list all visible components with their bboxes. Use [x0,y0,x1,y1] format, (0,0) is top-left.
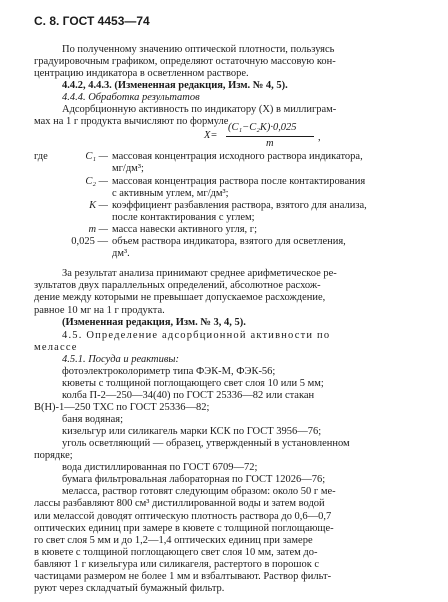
molasses-line-2: лассы разбавляют 800 см³ дистиллированной воды и затем водой [34,498,325,510]
para1-line-1: По полученному значению оптической плотности, пользуясь [62,43,335,55]
formula-denominator: m [266,138,274,150]
para1-line-3: центрацию индикатора в осветленном растворе. [34,67,249,79]
list-item: уголь осветляющий — образец, утвержденный в установленном [62,438,350,450]
amendment-note-2: (Измененная редакция, Изм. № 3, 4, 5). [62,316,246,328]
def-text-c2-line-1: массовая концентрация раствора после контактирования [112,175,366,187]
def-text-k-line-1: коэффициент разбавления раствора, взятого для анализа, [112,199,367,211]
list-item: фотоэлектроколориметр типа ФЭК-М, ФЭК-56; [62,365,276,377]
def-text-c2-line-2: с активным углем, мг/дм³; [112,187,229,199]
where-label: где [34,151,48,163]
list-item: бумага фильтровальная лабораторная по ГОСТ 12026—76; [62,474,326,486]
page-header: С. 8. ГОСТ 4453—74 [34,14,150,28]
list-item: вода дистиллированная по ГОСТ 6709—72; [62,462,258,474]
def-text-volume-line-1: объем раствора индикатора, взятого для осветления, [112,235,346,247]
result-line-3: дение между которыми не превышает допускаемое расхождение, [34,292,326,304]
def-symbol-c2: C₂ — [85,175,108,187]
def-text-m-line-1: масса навески активного угля, г; [112,223,257,235]
molasses-line-6: в кювете с толщиной поглощающего свет слоя 10 мм, затем до- [34,546,318,558]
list-item: колба П-2—250—34(40) по ГОСТ 25336—82 или стакан [62,389,315,401]
molasses-line-3: или мелассой доводят оптическую плотность раствора до 0,6—0,7 [34,510,332,522]
section-4-5-heading-line-1: 4.5. Определение адсорбционной активности по [62,329,331,341]
def-text-volume-line-2: дм³. [112,247,130,259]
section-4-5-heading-line-2: мелассе [34,341,78,353]
list-item: В(Н)-1—250 ТХС по ГОСТ 25336—82; [34,401,210,413]
def-text-k-line-2: после контактирования с углем; [112,211,255,223]
molasses-line-1: меласса, раствор готовят следующим образом: около 50 г ме- [62,486,336,498]
result-line-1: За результат анализа принимают среднее арифметическое ре- [62,268,337,280]
molasses-line-5: го свет слоя 5 мм и до 1,2—1,4 оптических единиц при замере [34,534,313,546]
list-item: кюветы с толщиной поглощающего свет слоя 10 или 5 мм; [62,377,324,389]
def-symbol-k: K — [89,199,108,211]
calc-intro-line-2: мах на 1 г продукта вычисляют по формуле [34,116,229,128]
formula-lhs: X= [204,130,218,141]
def-symbol-volume: 0,025 — [71,235,108,247]
molasses-line-9: руют через складчатый бумажный фильтр. [34,582,225,594]
def-symbol-c1: C₁ — [85,151,108,163]
def-symbol-m: m — [88,223,108,235]
molasses-line-4: оптических единиц при замере в кювете с толщиной поглощающе- [34,522,334,534]
section-4-4-4-heading: 4.4.4. Обработка результатов [62,92,200,103]
fraction-bar [226,136,314,137]
para1-line-2: градуировочным графиком, определяют остаточную массовую кон- [34,55,336,67]
def-text-c1-line-2: мг/дм³; [112,163,144,175]
result-line-4: равное 10 мг на 1 г продукта. [34,304,165,316]
def-text-c1-line-1: массовая концентрация исходного раствора индикатора, [112,151,363,163]
molasses-line-7: бавляют 1 г кизельгура или силикагеля, растертого в порошок с [34,558,320,570]
formula-numerator: (C₁−C₂K)·0,025 [228,121,297,133]
list-item: баня водяная; [62,414,124,425]
amendment-note-1: 4.4.2, 4.4.3. (Измененная редакция, Изм. № 4, 5). [62,79,288,91]
result-line-2: зультатов двух параллельных определений, абсолютное расхож- [34,280,321,292]
section-4-5-1-heading: 4.5.1. Посуда и реактивы: [62,353,179,365]
list-item: порядке; [34,450,73,462]
list-item: кизельгур или силикагель марки КСК по ГОСТ 3956—76; [62,426,322,437]
molasses-line-8: частицами размером не более 1 мм и взбалтывают. Раствор фильт- [34,570,332,582]
formula-comma: , [318,131,321,143]
calc-intro-line-1: Адсорбционную активность по индикатору (X) в миллиграм- [62,104,337,115]
